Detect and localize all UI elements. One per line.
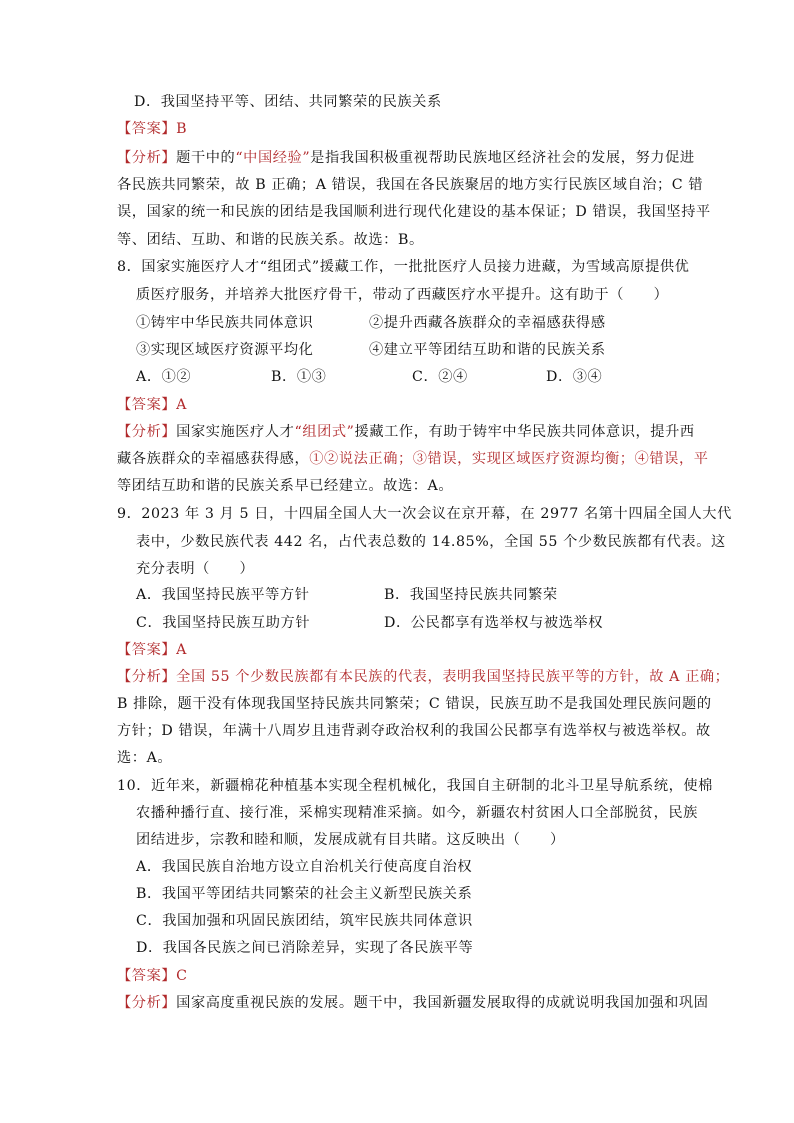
analysis-text: 题干中的 <box>176 150 236 166</box>
answer-value: B <box>176 121 188 137</box>
q9-analysis-line-4: 选：A。 <box>117 750 173 766</box>
q10-option-d: D．我国各民族之间已消除差异，实现了各民族平等 <box>136 940 474 956</box>
q9-stem-line-1: 9．2023 年 3 月 5 日，十四届全国人大一次会议在京开幕，在 2977 名第十四届全国人大代 <box>117 506 732 522</box>
q7-analysis-line-1 <box>117 145 695 172</box>
q9-analysis-line-2: B 排除，题干没有体现我国坚持民族共同繁荣；C 错误，民族互助不是我国处理民族问题的 <box>117 696 712 712</box>
q10-option-b: B．我国平等团结共同繁荣的社会主义新型民族关系 <box>136 886 473 902</box>
q10-answer <box>117 963 683 990</box>
q8-option-a: A．①② <box>136 369 192 385</box>
analysis-text: 国家实施医疗人才 <box>176 424 295 440</box>
answer-tag: 【答案】 <box>117 968 177 984</box>
analysis-tag: 【分析】 <box>117 424 177 440</box>
q8-analysis-line-2 <box>117 446 709 473</box>
q8-item-3: ③实现区域医疗资源平均化 <box>136 342 314 358</box>
q10-stem-line-1: 10．近年来，新疆棉花种植基本实现全程机械化，我国自主研制的北斗卫星导航系统，使棉 <box>117 778 713 794</box>
q8-item-4: ④建立平等团结互助和谐的民族关系 <box>369 342 606 358</box>
q7-analysis-line-4: 等、团结、互助、和谐的民族关系。故选：B。 <box>117 232 424 248</box>
q8-stem-line-2: 质医疗服务，并培养大批医疗骨干，带动了西藏医疗水平提升。这有助于（ ） <box>136 287 669 303</box>
q7-analysis-line-3: 误，国家的统一和民族的团结是我国顺利进行现代化建设的基本保证；D 错误，我国坚持平 <box>117 204 711 220</box>
q8-analysis-line-3: 等团结互助和谐的民族关系早已经建立。故选：A。 <box>117 478 454 494</box>
q8-item-2: ②提升西藏各族群众的幸福感获得感 <box>369 315 606 331</box>
q9-analysis-line-3: 方针；D 错误，年满十八周岁且违背剥夺政治权利的我国公民都享有选举权与被选举权。故 <box>117 723 711 739</box>
q8-option-b: B．①③ <box>271 369 327 385</box>
analysis-highlight: 全国 55 个少数民族都有本民族的代表，表明我国坚持民族平等的方针，故 A 正确； <box>176 669 730 685</box>
q9-option-b: B．我国坚持民族共同繁荣 <box>384 587 558 603</box>
q7-option-d: D．我国坚持平等、团结、共同繁荣的民族关系 <box>134 94 442 110</box>
answer-value: C <box>176 968 188 984</box>
q7-analysis-line-2: 各民族共同繁荣，故 B 正确；A 错误，我国在各民族聚居的地方实行民族区域自治；C 错 <box>117 177 704 193</box>
q10-option-c: C．我国加强和巩固民族团结，筑牢民族共同体意识 <box>136 913 473 929</box>
analysis-text: 援藏工作，有助于铸牢中华民族共同体意识，提升西 <box>354 424 695 440</box>
q8-option-d: D．③④ <box>546 369 603 385</box>
answer-tag: 【答案】 <box>117 397 177 413</box>
q8-answer <box>117 392 683 419</box>
answer-tag: 【答案】 <box>117 642 177 658</box>
answer-tag: 【答案】 <box>117 121 177 137</box>
analysis-tag: 【分析】 <box>117 995 177 1011</box>
analysis-text: 国家高度重视民族的发展。题干中，我国新疆发展取得的成就说明我国加强和巩固 <box>176 995 709 1011</box>
answer-value: A <box>176 642 188 658</box>
q9-option-c: C．我国坚持民族互助方针 <box>136 615 311 631</box>
q9-option-a: A．我国坚持民族平等方针 <box>136 587 310 603</box>
q8-option-c: C．②④ <box>412 369 468 385</box>
q10-option-a: A．我国民族自治地方设立自治机关行使高度自治权 <box>136 859 473 875</box>
analysis-text: 是指我国积极重视帮助民族地区经济社会的发展，努力促进 <box>310 150 695 166</box>
q10-stem-line-2: 农播种播行直、接行准，采棉实现精准采摘。如今，新疆农村贫困人口全部脱贫，民族 <box>136 805 698 821</box>
analysis-highlight: “组团式” <box>294 424 355 440</box>
q9-answer <box>117 637 683 664</box>
analysis-highlight: ①②说法正确；③错误，实现区域医疗资源均衡；④错误，平 <box>309 451 709 467</box>
answer-value: A <box>176 397 188 413</box>
analysis-tag: 【分析】 <box>117 669 177 685</box>
analysis-text: 藏各族群众的幸福感获得感， <box>117 451 310 467</box>
q9-stem-line-3: 充分表明（ ） <box>136 561 255 577</box>
q8-stem-line-1: 8．国家实施医疗人才“组团式”援藏工作，一批批医疗人员接力进藏，为雪域高原提供优 <box>117 259 690 275</box>
q10-analysis-line-1 <box>117 990 709 1017</box>
analysis-highlight: “中国经验” <box>235 150 311 166</box>
q10-stem-line-3: 团结进步，宗教和睦和顺，发展成就有目共睹。这反映出（ ） <box>136 832 565 848</box>
analysis-tag: 【分析】 <box>117 150 177 166</box>
q8-analysis-line-1 <box>117 419 695 446</box>
q8-item-1: ①铸牢中华民族共同体意识 <box>136 315 314 331</box>
q9-analysis-line-1 <box>117 664 730 691</box>
q9-stem-line-2: 表中，少数民族代表 442 名，占代表总数的 14.85%，全国 55 个少数民族都有代表。这 <box>136 534 726 550</box>
q9-option-d: D．公民都享有选举权与被选举权 <box>384 615 604 631</box>
q7-answer <box>117 116 683 143</box>
